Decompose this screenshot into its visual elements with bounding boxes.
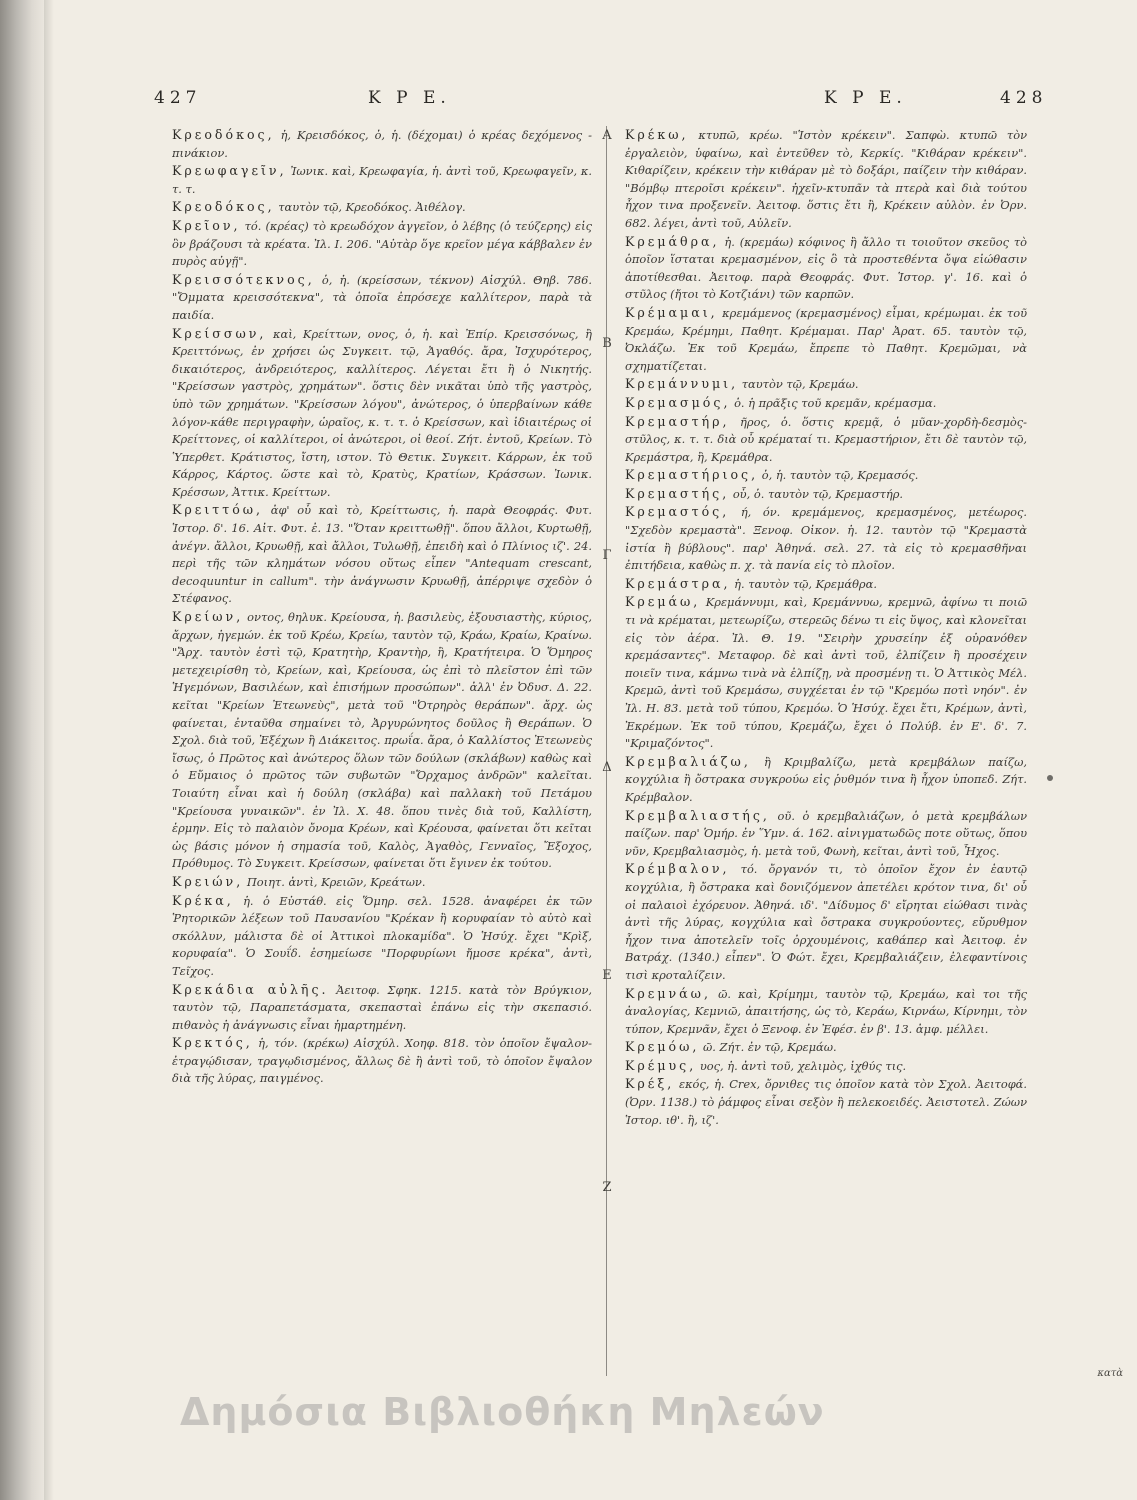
entry-headword: Κρεκάδια αὐλῆς. — [172, 981, 329, 997]
left-column — [172, 126, 592, 1381]
dictionary-entry — [625, 503, 1027, 574]
dictionary-entry — [172, 501, 592, 608]
entry-definition: κρεμάμενος (κρεμασμένος) εἶμαι, κρέμωμαι. ἐκ τοῦ Κρεμάω, Κρέμημι, Παθητ. Κρέμαμαι. Παρ' Ἀρατ. 65. ταυτὸν τῷ, Ὀκλάζω. Ἐκ τοῦ Κρεμάω, ἔπρεπε τὸ Παθητ. Κρεμῶμαι, νὰ σχηματίζεται. — [625, 305, 1027, 373]
entry-headword: Κρέκω, — [625, 127, 689, 142]
page-stain — [1047, 775, 1053, 781]
entry-headword: Κρεκτός, — [172, 1035, 253, 1051]
entry-definition: οῦ. ὁ κρεμβαλιάζων, ὁ μετὰ κρεμβάλων παίζων. παρ' Ὁμήρ. ἐν Ὕμν. ά. 162. αἰνιγματωδῶς ποτε οὕτως, ὅπου νῦν, Κρεμβαλιασμὸς, ἡ. μετὰ τοῦ, Φωνὴ, κεῖται, ἀντὶ τοῦ, Ἦχος. — [625, 808, 1027, 858]
dictionary-entry — [172, 162, 592, 198]
entry-definition: ἡ, Κρεισδόκος, ὁ, ἡ. (δέχομαι) ὁ κρέας δεχόμενος - πινάκιον. — [172, 128, 592, 160]
entry-headword: Κρεωφαγεῖν, — [172, 163, 287, 179]
entry-headword: Κρέμαμαι, — [625, 304, 718, 320]
entry-headword: Κρεμνάω, — [625, 985, 711, 1001]
entry-definition: Ποιητ. ἀντὶ, Κρειῶν, Κρεάτων. — [246, 874, 426, 889]
dictionary-entry — [172, 271, 592, 325]
dictionary-entry — [625, 233, 1027, 304]
dictionary-entry — [625, 1038, 1027, 1057]
right-page-number: 428 — [1000, 88, 1048, 108]
entry-headword: Κρεμαστής, — [625, 485, 730, 501]
section-letter-d: Δ — [602, 760, 612, 775]
dictionary-entry — [625, 1057, 1027, 1076]
entry-definition: οντος, θηλυκ. Κρείουσα, ἡ. βασιλεὺς, ἐξουσιαστὴς, κύριος, ἄρχων, ἡγεμών. ἐκ τοῦ Κρέω, Κρείω, ταυτὸν τῷ, Κράω, Κραίω, Κραίνω. "Ἄρχ. ταυτὸν ἐστὶ τῷ, Κρατητὴρ, Κραντὴρ, ἢ, Κρατήτειρα. Ὁ Ὅμηρος μετεχειρίσθη τὸ, Κρείων, καὶ, Κρείουσα, ὡς ἐπὶ τὸ πλεῖστον ἐπὶ τῶν Ἡγεμόνων, Βασιλέων, καὶ ἐπισήμων προσώπων". ἀλλ' ἐν Ὀδυσ. Δ. 22. κεῖται "Κρείων Ἐτεωνεὺς", μετὰ τοῦ "Ὀτρηρὸς θεράπων". ἄρχ. ὡς φαίνεται, ἐνταῦθα σημαίνει τὸ, Ἀργυρώνητος δοῦλος ἢ Θεράπων. Ὁ Σχολ. διὰ τοῦ, Ἐξέχων ἢ Διάκειτος. πρωΐα. ἄρα, ὁ Καλλίστος Ἐτεωνεὺς ἴσως, ὁ Πρῶτος καὶ ἀνώτερος ὅλων τῶν δούλων (σκλάβων) καθὼς καὶ ὁ Εὔμαιος ὁ πρῶτος τῶν συβωτῶν "Ὄρχαμος ἀνδρῶν" καλεῖται. Τοιαύτη εἶναι καὶ ἡ δούλη (σκλάβα) καὶ παλλακὴ τοῦ Πετάμου "Κρείουσα γυναικῶν". ἐν Ἰλ. Χ. 48. ὅπου τινὲς διὰ τοῦ, Καλλίστη, ἑρμην. Εἰς τὸ παλαιὸν ὄνομα Κρέων, καὶ Κρέουσα, φαίνεται ὅτι κεῖται ὡς βάσις μόνον ἡ σημασία τοῦ, Καλὸς, Ἀγαθὸς, Γενναῖος, Ἔξοχος, Πρόθυμος. Τὸ Συγκειτ. Κρείσσων, φαίνεται ὅτι ἔγινεν ἐκ τούτου. — [172, 610, 592, 871]
entry-definition: Ἰωνικ. καὶ, Κρεωφαγία, ἡ. ἀντὶ τοῦ, Κρεωφαγεῖν, κ. τ. τ. — [172, 164, 592, 196]
entry-definition: ῶ. καὶ, Κρίμημι, ταυτὸν τῷ, Κρεμάω, καὶ τοι τῆς ἀναλογίας, Κεμνιῶ, ἀπαιτήσης, ὡς τὸ, Κεράω, Κιρνάω, Κίρνημι, τὸν τύπον, Κρεμνᾶν, ἔχει ὁ Ξενοφ. ἐν Ἐφέσ. ἐν β'. 13. ἀμφ. μέλλει. — [625, 986, 1027, 1036]
section-letter-g: Γ — [602, 548, 612, 563]
entry-definition: ἡ. (κρεμάω) κόφινος ἢ ἄλλο τι τοιοῦτον σκεῦος τὸ ὁποῖον ἵσταται κρεμασμένον, εἰς ὃ τὰ προστεθέντα ὄψα εἰώθασιν ἀποτίθεσθαι. Ἀειτοφ. παρὰ Θεοφράς. Φυτ. Ἱστορ. γ'. 16. καὶ ὁ στῦλος (ἤτοι τὸ Κοτζιάνι) τῶν καρπῶν. — [625, 234, 1027, 302]
dictionary-entry — [625, 485, 1027, 504]
entry-definition: οὗ, ὁ. ταυτὸν τῷ, Κρεμαστήρ. — [732, 486, 904, 501]
entry-headword: Κρεμαστήριος, — [625, 467, 759, 483]
entry-definition: ἀφ' οὗ καὶ τὸ, Κρείττωσις, ἡ. παρὰ Θεοφράς. Φυτ. Ἱστορ. δ'. 16. Αἰτ. Φυτ. ἐ. 13. "Ὅταν κρειττωθῇ". ὅπου ἄλλοι, Κυρτωθῇ, ἀνέγν. ἄλλοι, Κρυωθῇ, καὶ ἄλλοι, Τυλωθῇ, ἐπειδὴ καὶ ὁ Πλίνιος ιζ'. 24. περὶ τῆς τῶν κλημάτων νόσου οὕτως εἶπεν "Antequam crescant, decoquuntur in callum". τὴν ἀνάγνωσιν Κρυωθῇ, ἀπέρριψε σχεδὸν ὁ Στέφανος. — [172, 503, 592, 606]
dictionary-entry — [172, 873, 592, 892]
dictionary-entry — [625, 860, 1027, 984]
entry-headword: Κρέμβαλον, — [625, 861, 730, 877]
entry-definition: τό. ὄργανόν τι, τὸ ὁποῖον ἔχον ἐν ἑαυτῷ κογχύλια, ἢ ὄστρακα καὶ δονιζόμενον ἀπετέλει κρότον τινα, δι' οὗ οἱ παλαιοὶ ἐχόρευον. Ἀθηνά. ιδ'. "Δίδυμος δ' εἴρηται εἰώθασι τινὰς ἀντὶ τῆς λύρας, κογχύλια καὶ ὄστρακα συγκρούοντες, εὔρυθμον ἦχον τινα ἀποτελεῖν τοῖς ὀρχουμένοις, καθάπερ καὶ Ἀειτοφ. ἐν Βατράχ. (1340.) εἶπεν". Ὁ Φώτ. ἔχει, Κρεμβαλιάζειν, ἐλεφαντίνοις τισὶ κροταλίζειν. — [625, 862, 1027, 982]
entry-definition: ὁ. ἡ πρᾶξις τοῦ κρεμᾶν, κρέμασμα. — [734, 395, 937, 410]
dictionary-entry — [625, 375, 1027, 394]
entry-definition: υος, ἡ. ἀντὶ τοῦ, χελιμὸς, ἰχθύς τις. — [699, 1058, 907, 1073]
entry-headword: Κρεμασμός, — [625, 394, 731, 410]
entry-definition: εκός, ἡ. Crex, ὄρνιθες τις ὁποῖον κατὰ τὸν Σχολ. Ἀειτοφά. (Ὀρν. 1138.) τὸ ῥάμφος εἶναι σεξὸν ἢ πελεκοειδές. Ἀειστοτελ. Ζώων Ἱστορ. ιθ'. ἢ, ιζ'. — [625, 1077, 1027, 1127]
entry-definition: ἡ, τόν. (κρέκω) Αἰσχύλ. Χοηφ. 818. τὸν ὁποῖον ἔψαλον-ἐτραγῴδισαν, τραγῳδισμένος, ἄλλως δὲ ἢ ἀντὶ τοῦ, τὸ ὁποῖον ἔψαλον διὰ τῆς λύρας, παιγμένος. — [172, 1036, 592, 1086]
entry-headword: Κρειών, — [172, 873, 244, 889]
section-letter-z: Ζ — [602, 1180, 612, 1195]
entry-headword: Κρεμόω, — [625, 1039, 700, 1055]
entry-headword: Κρεμάω, — [625, 594, 701, 610]
entry-definition: ταυτὸν τῷ, Κρεοδόκος. Ἀιθέλογ. — [278, 200, 466, 215]
entry-definition: ὁ, ἡ. ταυτὸν τῷ, Κρεμασός. — [761, 468, 919, 483]
entry-headword: Κρεμβαλιαστής, — [625, 807, 770, 823]
dictionary-entry — [172, 325, 592, 502]
dictionary-entry — [625, 466, 1027, 485]
entry-definition: ἢ Κριμβαλίζω, μετὰ κρεμβάλων παίζω, κογχύλια ἢ ὄστρακα συγκρούω εἰς ῥυθμόν τινα ἢ ἦχον ὑποπεδ. Ζήτ. Κρέμβαλον. — [625, 754, 1027, 804]
entry-definition: ή, όν. κρεμάμενος, κρεμασμένος, μετέωρος. "Σχεδὸν κρεμαστὰ". Ξενοφ. Οἰκον. ἡ. 12. ταυτὸν τῷ "Κρεμαστὰ ἱστία ἢ βύβλους". παρ' Ἀθηνά. σελ. 27. τὰ εἰς τὸ κρεμασθῆναι ἐπιτήδεια, καθὼς π. χ. τὰ πανία εἰς τὸ πλοῖον. — [625, 505, 1027, 573]
entry-definition: καὶ, Κρείττων, ονος, ὁ, ἡ. καὶ Ἐπίρ. Κρεισσόνως, ἢ Κρειττόνως, ἐν χρήσει ὡς Συγκειτ. τῷ, Ἀγαθός. ἄρα, Ἰσχυρότερος, δικαιότερος, ἀνδρειότερος, καλλίτερος. Λέγεται ἔτι ἢ ὁ Νικητής. "Κρείσσων γαστρὸς, χρημάτων". ὅστις δὲν νικᾶται ὑπὸ τῆς γαστρὸς, ὑπὸ τῶν χρημάτων. "Κρείσσων λόγου", ἀνώτερος, ὁ ὑπερβαίνων κάθε λόγον-κάθε περιγραφὴν, ὡραῖος, κ. τ. τ. ὁ Κρείσσων, καὶ ἰδιαιτέρως οἱ Κρείττονες, οἱ καλλίτεροι, οἱ ἀνώτεροι, οἱ θεοί. Ζήτ. ἐντοῦ, Κρείων. Τὸ Ὑπερθετ. Κράτιστος, ἴστη, ιστον. Τὸ Θετικ. Συγκειτ. Κάρρων, ἐκ τοῦ Κάρρος, Κάρτος. ὥστε καὶ τὸ, Κρατὺς, Κρατίων, Κράσσων. Ἰωνικ. Κρέσσων, Ἀττικ. Κρείττων. — [172, 326, 592, 499]
dictionary-entry — [172, 1034, 592, 1088]
entry-headword: Κρεοδόκος, — [172, 127, 275, 142]
right-column — [625, 126, 1027, 1391]
entry-definition: ὁ, ἡ. (κρείσσων, τέκνον) Αἰσχύλ. Θηβ. 786. "Ὄμματα κρεισσότεκνα", τὰ ὁποῖα ἐπρόσεχε καλλίτερον, παρὰ τὰ παιδία. — [172, 272, 592, 322]
entry-definition: ταυτὸν τῷ, Κρεμάω. — [741, 377, 859, 392]
entry-headword: Κρεοδόκος, — [172, 199, 275, 215]
entry-definition: τό. (κρέας) τὸ κρεωδόχον ἀγγεῖον, ὁ λέβης (ὁ τεύζερης) εἰς ὃν βράζουσι τὰ κρέατα. Ἰλ. Ι. 206. "Αὐτὰρ ὅγε κρεῖον μέγα κάββαλεν ἐν πυρὸς αὐγῇ". — [172, 218, 592, 269]
entry-headword: Κρεμάθρα, — [625, 233, 720, 249]
entry-headword: Κρεμαστός, — [625, 504, 730, 520]
dictionary-entry — [172, 217, 592, 271]
dictionary-entry — [625, 985, 1027, 1039]
section-letter-e: Ε — [602, 968, 612, 983]
section-letter-b: Β — [602, 336, 612, 351]
dictionary-entry — [172, 608, 592, 873]
entry-headword: Κρεμάστρα, — [625, 575, 731, 591]
entry-definition: ἡ. ὁ Εὐστάθ. εἰς Ὅμηρ. σελ. 1528. ἀναφέρει ἐκ τῶν Ῥητορικῶν λέξεων τοῦ Παυσανίου "Κρέκαν ἢ κορυφαίαν τὸ αὐτὸ καὶ σκόλλυν, μάλιστα δὲ οἱ Ἀττικοὶ πλοκαμίδα". Ὁ Ἡσύχ. ἔχει "Κρὶξ, κορυφαία". Ὁ Σουΐδ. ἐσημείωσε "Πορφυρίωνι ἤμοσε κρέκα", ἀντὶ, Τεῖχος. — [172, 893, 592, 978]
entry-headword: Κρεμάννυμι, — [625, 376, 739, 392]
dictionary-entry — [625, 126, 1027, 233]
library-watermark: Δημόσια Βιβλιοθήκη Μηλεών — [180, 1390, 825, 1434]
dictionary-entry — [625, 807, 1027, 861]
left-running-head: Κ Ρ Ε. — [368, 88, 451, 108]
dictionary-entry — [625, 304, 1027, 375]
entry-definition: ῆρος, ὁ. ὅστις κρεμᾷ, ὁ μῦαν-χορδὴ-δεσμὸς-στῦλος, κ. τ. τ. διὰ οὗ κρέματαί τι. Κρεμαστήριον, ἔτι δὲ ταυτὸν τῷ, Κρεμάστρα, ἢ, Κρεμάθρα. — [625, 414, 1027, 464]
dictionary-entry — [625, 593, 1027, 752]
entry-definition: κτυπῶ, κρέω. "Ἱστὸν κρέκειν". Σαπφὼ. κτυπῶ τὸν ἐργαλειὸν, ὑφαίνω, καὶ ἐντεῦθεν τὸ, Κερκίς. "Κιθάραν κρέκειν". Κιθαρίζειν, κρέκειν τὴν κιθάραν μὲ τὸ δοξάρι, παίζειν τὴν κιθάραν. "Βόμβῳ πτεροῖσι κρέκειν". ἠχεῖν-κτυπᾶν τὰ πτερὰ καὶ διὰ τούτου ἦχον τινα προξενεῖν. Ἀειτοφ. ὅστις ἔτι ἢ, Κρέκειν αὐλὸν. ἐν Ὀρν. 682. λέγει, ἀντὶ τοῦ, Αὐλεῖν. — [625, 128, 1027, 230]
entry-headword: Κρεισσότεκνος, — [172, 271, 315, 287]
entry-headword: Κρεμβαλιάζω, — [625, 753, 751, 769]
dictionary-entry — [172, 892, 592, 981]
dictionary-entry — [625, 394, 1027, 413]
entry-definition: Ἀειτοφ. Σφηκ. 1215. κατὰ τὸν Βρύγκιον, ταυτὸν τῷ, Παραπετάσματα, σκεπασταὶ ἐπάνω εἰς τὴν σκεπασιό. πιθανὸς ἡ ἀνάγνωσις εἶναι ἡμαρτημένη. — [172, 982, 592, 1032]
entry-definition: ἡ. ταυτὸν τῷ, Κρεμάθρα. — [734, 576, 877, 591]
entry-definition: Κρεμάννυμι, καὶ, Κρεμάννυω, κρεμνῶ, ἀφίνω τι ποιῶ τι νὰ κρέμαται, μετεωρίζω, στερεῶς δένω τι εἰς ὕψος, καὶ κλονεῖται εἰς τὸν ἀέρα. Ἰλ. Θ. 19. "Σειρὴν χρυσείην ἐξ οὐρανόθεν κρεμάσαντες". Μεταφορ. δὲ καὶ ἀντὶ τοῦ, ἐλπίζειν ἢ προσέχειν ποιεῖν τινα, κάμνω τινὰ νὰ ἐλπίζῃ, νὰ προσμένῃ τι. Ὁ Ἀττικὸς Μέλ. Κρεμῶ, ἀντὶ τοῦ Κρεμάσω, συγχέεται ἐν τῷ "Κρεμόω ποτὶ νηόν". ἐν Ἰλ. Η. 83. μετὰ τοῦ τύπου, Κρεμόω. Ὁ Ἡσύχ. ἔχει ἔτι, Κρέμων, ἀντὶ, Ἐκρέμων. Ἐκ τοῦ τύπου, Κρεμάζω, ἔχει ὁ Πολύβ. ἐν Ε'. δ'. 7. "Κριμαζόντος". — [625, 595, 1027, 751]
entry-headword: Κρέμυς, — [625, 1057, 697, 1073]
dictionary-entry — [625, 1075, 1027, 1129]
dictionary-entry — [625, 575, 1027, 594]
book-spine-shadow — [0, 0, 46, 1500]
entry-headword: Κρέξ, — [625, 1076, 675, 1092]
dictionary-entry — [625, 413, 1027, 467]
dictionary-entry — [625, 753, 1027, 807]
entry-headword: Κρεμαστήρ, — [625, 413, 730, 429]
entry-headword: Κρέκα, — [172, 892, 234, 908]
entry-headword: Κρειττόω, — [172, 502, 264, 518]
catchword: κατὰ — [1097, 1368, 1123, 1379]
entry-headword: Κρείων, — [172, 609, 244, 625]
entry-headword: Κρεῖον, — [172, 217, 241, 233]
entry-definition: ῶ. Ζήτ. ἐν τῷ, Κρεμάω. — [703, 1040, 837, 1055]
dictionary-entry — [172, 198, 592, 217]
left-page-number: 427 — [154, 88, 202, 108]
right-running-head: Κ Ρ Ε. — [824, 88, 907, 108]
dictionary-entry — [172, 981, 592, 1035]
entry-headword: Κρείσσων, — [172, 325, 267, 341]
section-letter-a: Α — [602, 128, 612, 143]
page-header — [154, 88, 1048, 122]
dictionary-entry — [172, 126, 592, 162]
